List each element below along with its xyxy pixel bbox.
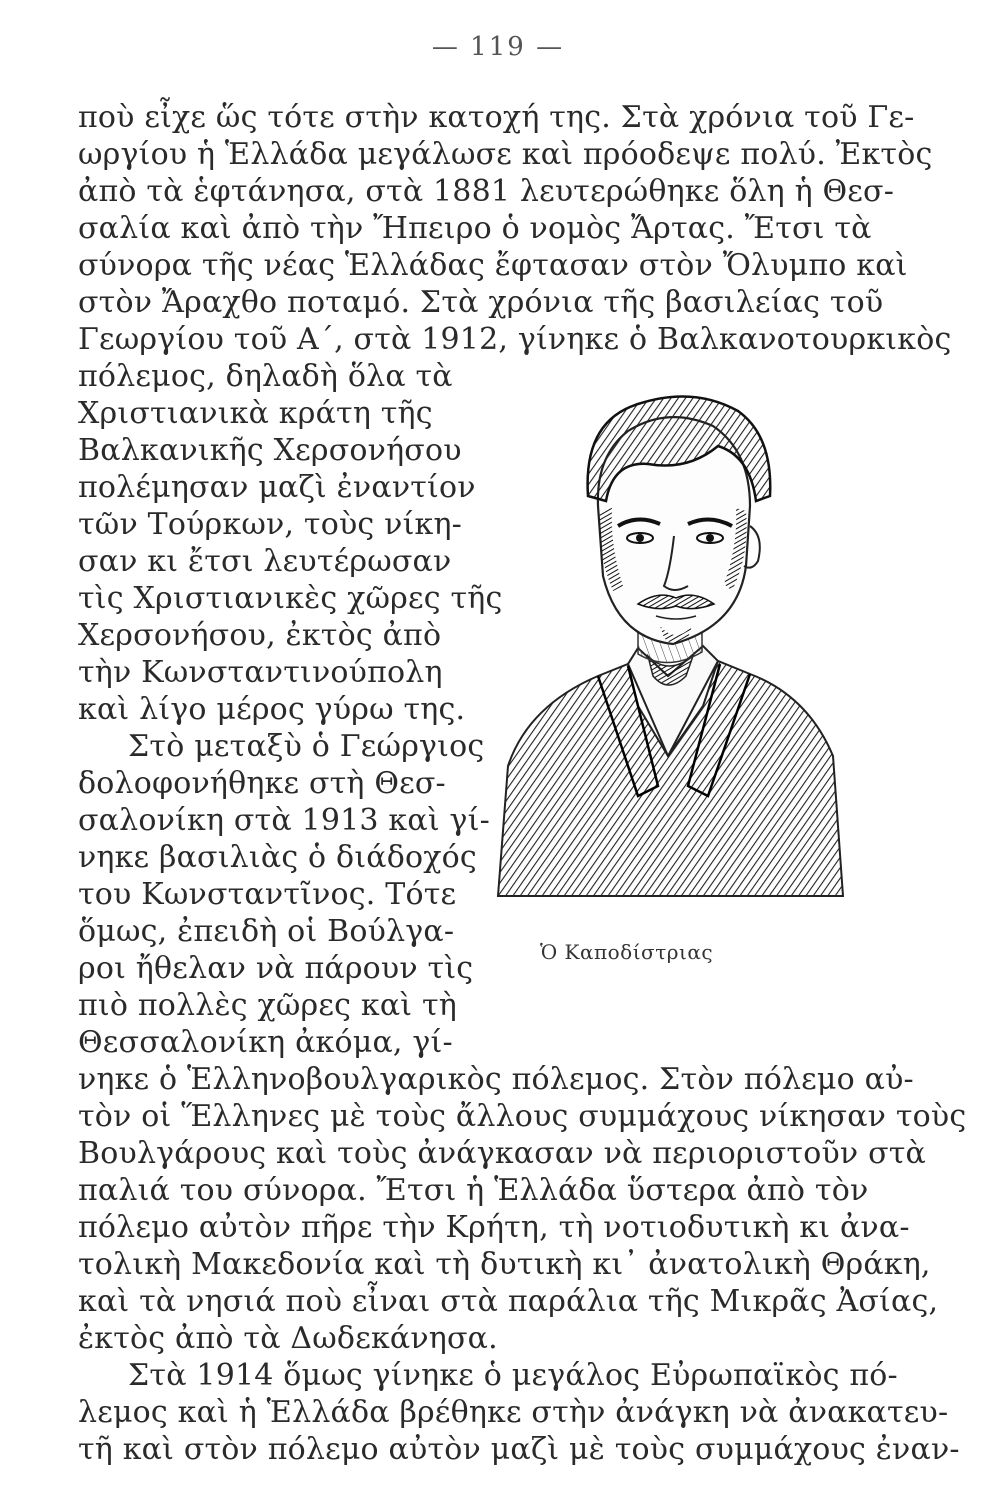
text-line: ἀπὸ τὰ ἑφτάνησα, στὰ 1881 λευτερώθηκε ὅλη ἡ Θεσ-	[78, 174, 895, 209]
column-line: Χριστιανικὰ κράτη τῆς	[78, 396, 433, 431]
portrait-caption: Ὁ Καποδίστριας	[540, 940, 714, 964]
column-line: του Κωνσταντῖνος. Τότε	[78, 877, 457, 912]
text-line: σύνορα τῆς νέας Ἑλλάδας ἔφτασαν στὸν Ὄλυμπο καὶ	[78, 248, 908, 283]
text-line: παλιά του σύνορα. Ἔτσι ἡ Ἑλλάδα ὕστερα ἀπὸ τὸν	[78, 1173, 869, 1208]
portrait-engraving	[488, 376, 848, 916]
column-line: τὴν Κωνσταντινούπολη	[78, 655, 443, 690]
text-line: Βουλγάρους καὶ τοὺς ἀνάγκασαν νὰ περιοριστοῦν στὰ	[78, 1136, 926, 1171]
column-line: Χερσονήσου, ἐκτὸς ἀπὸ	[78, 618, 442, 653]
column-line: ροι ἤθελαν νὰ πάρουν τὶς	[78, 951, 474, 986]
column-line: τῶν Τούρκων, τοὺς νίκη-	[78, 507, 462, 542]
column-line: σαν κι ἔτσι λευτέρωσαν	[78, 544, 452, 579]
text-line: Γεωργίου τοῦ Α΄, στὰ 1912, γίνηκε ὁ Βαλκανοτουρκικὸς	[78, 322, 952, 357]
text-line: τὸν οἱ Ἕλληνες μὲ τοὺς ἄλλους συμμάχους νίκησαν τοὺς	[78, 1099, 967, 1134]
text-line: ἐκτὸς ἀπὸ τὰ Δωδεκάνησα.	[78, 1321, 498, 1356]
column-line: Στὸ μεταξὺ ὁ Γεώργιος	[128, 729, 485, 764]
text-line: σαλία καὶ ἀπὸ τὴν Ἤπειρο ὁ νομὸς Ἄρτας. Ἔτσι τὰ	[78, 211, 872, 246]
column-line: Βαλκανικῆς Χερσονήσου	[78, 433, 462, 468]
text-line: τολικὴ Μακεδονία καὶ τὴ δυτικὴ κι᾽ ἀνατολικὴ Θράκη,	[78, 1247, 931, 1282]
text-line: ποὺ εἶχε ὥς τότε στὴν κατοχή της. Στὰ χρόνια τοῦ Γε-	[78, 100, 915, 135]
column-line: πόλεμος, δηλαδὴ ὅλα τὰ	[78, 359, 453, 394]
column-line: πιὸ πολλὲς χῶρες καὶ τὴ	[78, 988, 457, 1023]
column-line: τὶς Χριστιανικὲς χῶρες τῆς	[78, 581, 503, 616]
text-line: Στὰ 1914 ὅμως γίνηκε ὁ μεγάλος Εὐρωπαϊκὸς πό-	[128, 1358, 898, 1393]
column-line: σαλονίκη στὰ 1913 καὶ γί-	[78, 803, 490, 838]
text-line: λεμος καὶ ἡ Ἑλλάδα βρέθηκε στὴν ἀνάγκη νὰ ἀνακατευ-	[78, 1395, 949, 1430]
column-line: πολέμησαν μαζὶ ἐναντίον	[78, 470, 476, 505]
column-line: νηκε βασιλιὰς ὁ διάδοχός	[78, 840, 477, 875]
page-number: — 119 —	[431, 32, 565, 62]
text-line: ωργίου ἡ Ἑλλάδα μεγάλωσε καὶ πρόοδεψε πολύ. Ἐκτὸς	[78, 137, 933, 172]
text-line: νηκε ὁ Ἑλληνοβουλγαρικὸς πόλεμος. Στὸν πόλεμο αὐ-	[78, 1062, 914, 1097]
text-line: τῆ καὶ στὸν πόλεμο αὐτὸν μαζὶ μὲ τοὺς συμμάχους ἐναν-	[78, 1432, 960, 1467]
column-line: δολοφονήθηκε στὴ Θεσ-	[78, 766, 446, 801]
text-line: καὶ τὰ νησιά ποὺ εἶναι στὰ παράλια τῆς Μικρᾶς Ἀσίας,	[78, 1284, 939, 1319]
column-line: Θεσσαλονίκη ἀκόμα, γί-	[78, 1025, 453, 1060]
column-line: ὅμως, ἐπειδὴ οἱ Βούλγα-	[78, 914, 455, 949]
column-line: καὶ λίγο μέρος γύρω της.	[78, 692, 466, 727]
text-line: στὸν Ἄραχθο ποταμό. Στὰ χρόνια τῆς βασιλείας τοῦ	[78, 285, 884, 320]
text-line: πόλεμο αὐτὸν πῆρε τὴν Κρήτη, τὴ νοτιοδυτικὴ κι ἀνα-	[78, 1210, 910, 1245]
